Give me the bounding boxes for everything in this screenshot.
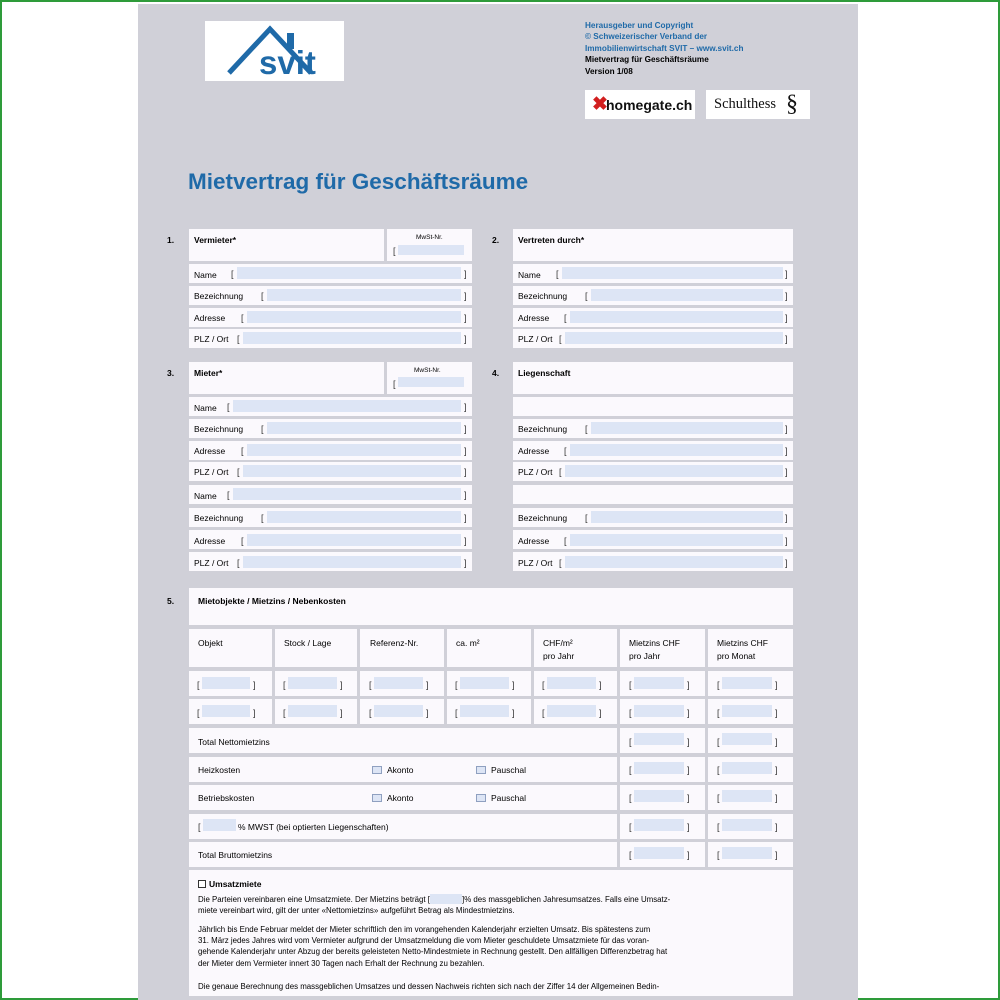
column-header: Referenz-Nr.	[370, 638, 419, 648]
paragraph-text: miete vereinbart wird, gilt der unter «Nettomietzins» aufgeführt Betrag als Mindestmietzins.	[198, 906, 515, 916]
umsatzmiete-paragraph-1	[198, 894, 788, 916]
column-header: CHF/m²	[543, 638, 573, 648]
objekt-field[interactable]	[202, 677, 250, 689]
pauschal-label: Pauschal	[491, 765, 526, 775]
mieter2-bezeichnung-field[interactable]	[267, 511, 461, 523]
betriebskosten-jahr-field[interactable]	[634, 790, 684, 802]
vermieter-bezeichnung-field[interactable]	[267, 289, 461, 301]
chf-m2-field[interactable]	[547, 677, 596, 689]
mieter2-adresse-field[interactable]	[247, 534, 461, 546]
section-number: 1.	[167, 235, 175, 245]
heizkosten-pauschal-checkbox[interactable]	[476, 766, 486, 774]
mieter2-name-field[interactable]	[233, 488, 461, 500]
vertreter-name-field[interactable]	[562, 267, 783, 279]
field-label: Bezeichnung	[518, 291, 568, 301]
mieter1-bezeichnung-field[interactable]	[267, 422, 461, 434]
paragraph-text: Die Parteien vereinbaren eine Umsatzmiete. Der Mietzins beträgt [	[198, 895, 430, 904]
mietzins-jahr-field[interactable]	[634, 705, 684, 717]
mieter1-name-field[interactable]	[233, 400, 461, 412]
section-number: 5.	[167, 596, 175, 606]
akonto-label: Akonto	[387, 765, 414, 775]
liegenschaft1-plz-field[interactable]	[565, 465, 783, 477]
umsatzmiete-title: Umsatzmiete	[209, 879, 262, 889]
section-header-vermieter	[189, 229, 384, 261]
liegenschaft1-adresse-field[interactable]	[570, 444, 783, 456]
table-header-cell	[620, 629, 705, 667]
field-label: Bezeichnung	[518, 424, 568, 434]
betriebskosten-pauschal-checkbox[interactable]	[476, 794, 486, 802]
table-header-cell	[360, 629, 444, 667]
section-number: 4.	[492, 368, 500, 378]
section-header-mietobjekte	[189, 588, 793, 625]
mwst-label: % MWST (bei optierten Liegenschaften)	[238, 822, 389, 832]
total-brutto-label: Total Bruttomietzins	[198, 850, 273, 860]
section-title: Mietobjekte / Mietzins / Nebenkosten	[198, 596, 346, 606]
vermieter-plz-field[interactable]	[243, 332, 461, 344]
stock-field[interactable]	[288, 677, 337, 689]
field-label: Adresse	[518, 313, 550, 323]
betriebskosten-akonto-checkbox[interactable]	[372, 794, 382, 802]
betriebskosten-monat-field[interactable]	[722, 790, 772, 802]
umsatzmiete-paragraph-2	[198, 924, 788, 969]
svit-logo-text: svit	[259, 44, 316, 81]
flaeche-field[interactable]	[460, 677, 509, 689]
mietzins-monat-field[interactable]	[722, 677, 772, 689]
table-header-cell	[275, 629, 357, 667]
vermieter-name-field[interactable]	[237, 267, 461, 279]
field-label: Adresse	[518, 446, 550, 456]
akonto-label: Akonto	[387, 793, 414, 803]
field-label: Name	[194, 403, 217, 413]
homegate-logo	[585, 90, 695, 119]
referenz-field[interactable]	[374, 677, 423, 689]
svit-roof-icon	[205, 21, 344, 81]
paragraph-text: der Mieter dem Vermieter innert 30 Tagen nach Erhalt der Rechnung zu bezahlen.	[198, 958, 485, 968]
section-title: Vermieter*	[194, 235, 237, 245]
mieter1-adresse-field[interactable]	[247, 444, 461, 456]
liegenschaft2-plz-field[interactable]	[565, 556, 783, 568]
table-header-cell	[447, 629, 531, 667]
column-header: ca. m²	[456, 638, 480, 648]
table-header-cell	[189, 629, 272, 667]
column-header: pro Monat	[717, 651, 756, 661]
publisher-line: Herausgeber und Copyright	[585, 21, 694, 30]
section-title: Liegenschaft	[518, 368, 571, 378]
field-label: Bezeichnung	[194, 513, 244, 523]
column-header: Mietzins CHF	[717, 638, 769, 648]
page-title: Mietvertrag für Geschäftsräume	[188, 169, 529, 194]
field-label: Bezeichnung	[518, 513, 568, 523]
schulthess-logo-text: Schulthess	[714, 96, 777, 112]
betriebskosten-label: Betriebskosten	[198, 793, 255, 803]
section-number: 3.	[167, 368, 175, 378]
column-header: pro Jahr	[629, 651, 661, 661]
mieter1-plz-field[interactable]	[243, 465, 461, 477]
table-header-cell	[708, 629, 793, 667]
mwst-percent-field[interactable]	[203, 819, 236, 831]
objekt-field[interactable]	[202, 705, 250, 717]
vertreter-plz-field[interactable]	[565, 332, 783, 344]
paragraph-icon: §	[786, 91, 798, 117]
section-header-liegenschaft	[513, 362, 793, 394]
field-label: Adresse	[518, 536, 550, 546]
total-netto-label: Total Nettomietzins	[198, 737, 270, 747]
column-header: Stock / Lage	[284, 638, 332, 648]
liegenschaft2-adresse-field[interactable]	[570, 534, 783, 546]
liegenschaft2-bezeichnung-field[interactable]	[591, 511, 783, 523]
brutto-jahr-field[interactable]	[634, 847, 684, 859]
paragraph-text: Die genaue Berechnung des massgeblichen Umsatzes und dessen Nachweis richten sich nach der Ziffer 14 der Allgemeinen Bedin-	[198, 982, 660, 991]
heizkosten-monat-field[interactable]	[722, 762, 772, 774]
field-label: Name	[194, 491, 217, 501]
chf-m2-field[interactable]	[547, 705, 596, 717]
umsatzmiete-checkbox[interactable]	[198, 880, 206, 888]
flaeche-field[interactable]	[460, 705, 509, 717]
section-header-vertreten	[513, 229, 793, 261]
mwst-label: MwSt-Nr.	[414, 367, 441, 374]
field-label: Bezeichnung	[194, 291, 244, 301]
brutto-monat-field[interactable]	[722, 847, 772, 859]
mwst-label: MwSt-Nr.	[416, 234, 443, 241]
mwst-field-mieter[interactable]	[398, 377, 464, 387]
umsatz-percent-field[interactable]	[430, 894, 462, 904]
paragraph-text: 31. März jedes Jahres wird vom Vermieter aufgrund der Umsatzmeldung die vom Mieter geschuldete Umsatzmiete für das voran-	[198, 936, 650, 946]
table-header-cell	[534, 629, 617, 667]
column-header: Objekt	[198, 638, 223, 648]
paragraph-text: Jährlich bis Ende Februar meldet der Mieter schriftlich den im vorangehenden Kalenderjahr erzielten Umsatz. Bis spätestens zum	[198, 925, 651, 934]
netto-jahr-field[interactable]	[634, 733, 684, 745]
heizkosten-akonto-checkbox[interactable]	[372, 766, 382, 774]
liegenschaft1-bezeichnung-field[interactable]	[591, 422, 783, 434]
umsatzmiete-paragraph-3	[198, 981, 788, 992]
vertreter-bezeichnung-field[interactable]	[591, 289, 783, 301]
field-label: Adresse	[194, 313, 226, 323]
schulthess-logo	[706, 90, 810, 119]
section-header-mieter	[189, 362, 384, 394]
field-label: PLZ / Ort	[518, 558, 553, 568]
homegate-x-icon: ✖	[592, 94, 608, 115]
section-title: Mieter*	[194, 368, 223, 378]
section-title: Vertreten durch*	[518, 235, 585, 245]
section-number: 2.	[492, 235, 500, 245]
stock-field[interactable]	[288, 705, 337, 717]
field-label: Name	[518, 270, 541, 280]
form-row-empty	[513, 397, 793, 416]
field-label: Bezeichnung	[194, 424, 244, 434]
field-label: PLZ / Ort	[518, 334, 553, 344]
referenz-field[interactable]	[374, 705, 423, 717]
homegate-logo-text: homegate.ch	[606, 97, 693, 113]
mwst-monat-field[interactable]	[722, 819, 772, 831]
field-label: PLZ / Ort	[194, 467, 229, 477]
vermieter-adresse-field[interactable]	[247, 311, 461, 323]
mwst-jahr-field[interactable]	[634, 819, 684, 831]
netto-monat-field[interactable]	[722, 733, 772, 745]
field-label: Adresse	[194, 536, 226, 546]
mietzins-monat-field[interactable]	[722, 705, 772, 717]
column-header: Mietzins CHF	[629, 638, 681, 648]
field-label: PLZ / Ort	[518, 467, 553, 477]
field-label: PLZ / Ort	[194, 334, 229, 344]
publisher-line: © Schweizerischer Verband der	[585, 32, 708, 42]
document-name: Mietvertrag für Geschäftsräume	[585, 55, 709, 65]
form-row-empty	[513, 485, 793, 504]
mieter2-plz-field[interactable]	[243, 556, 461, 568]
field-label: Name	[194, 270, 217, 280]
publisher-info	[585, 20, 845, 77]
field-label: Adresse	[194, 446, 226, 456]
vertreter-adresse-field[interactable]	[570, 311, 783, 323]
heizkosten-jahr-field[interactable]	[634, 762, 684, 774]
paragraph-text: ]% des massgeblichen Jahresumsatzes. Falls eine Umsatz-	[462, 895, 671, 904]
mwst-field-vermieter[interactable]	[398, 245, 464, 255]
svit-logo	[205, 21, 344, 81]
column-header: pro Jahr	[543, 651, 575, 661]
heizkosten-label: Heizkosten	[198, 765, 241, 775]
pauschal-label: Pauschal	[491, 793, 526, 803]
publisher-line: Immobilienwirtschaft SVIT – www.svit.ch	[585, 43, 744, 53]
field-label: PLZ / Ort	[194, 558, 229, 568]
paragraph-text: gehende Kalenderjahr unter Abzug der bereits geleisteten Netto-Mindestmiete in Rechnung gestellt. Den allfälligen Differenzbetrag hat	[198, 947, 668, 957]
mietzins-jahr-field[interactable]	[634, 677, 684, 689]
document-version: Version 1/08	[585, 66, 633, 76]
